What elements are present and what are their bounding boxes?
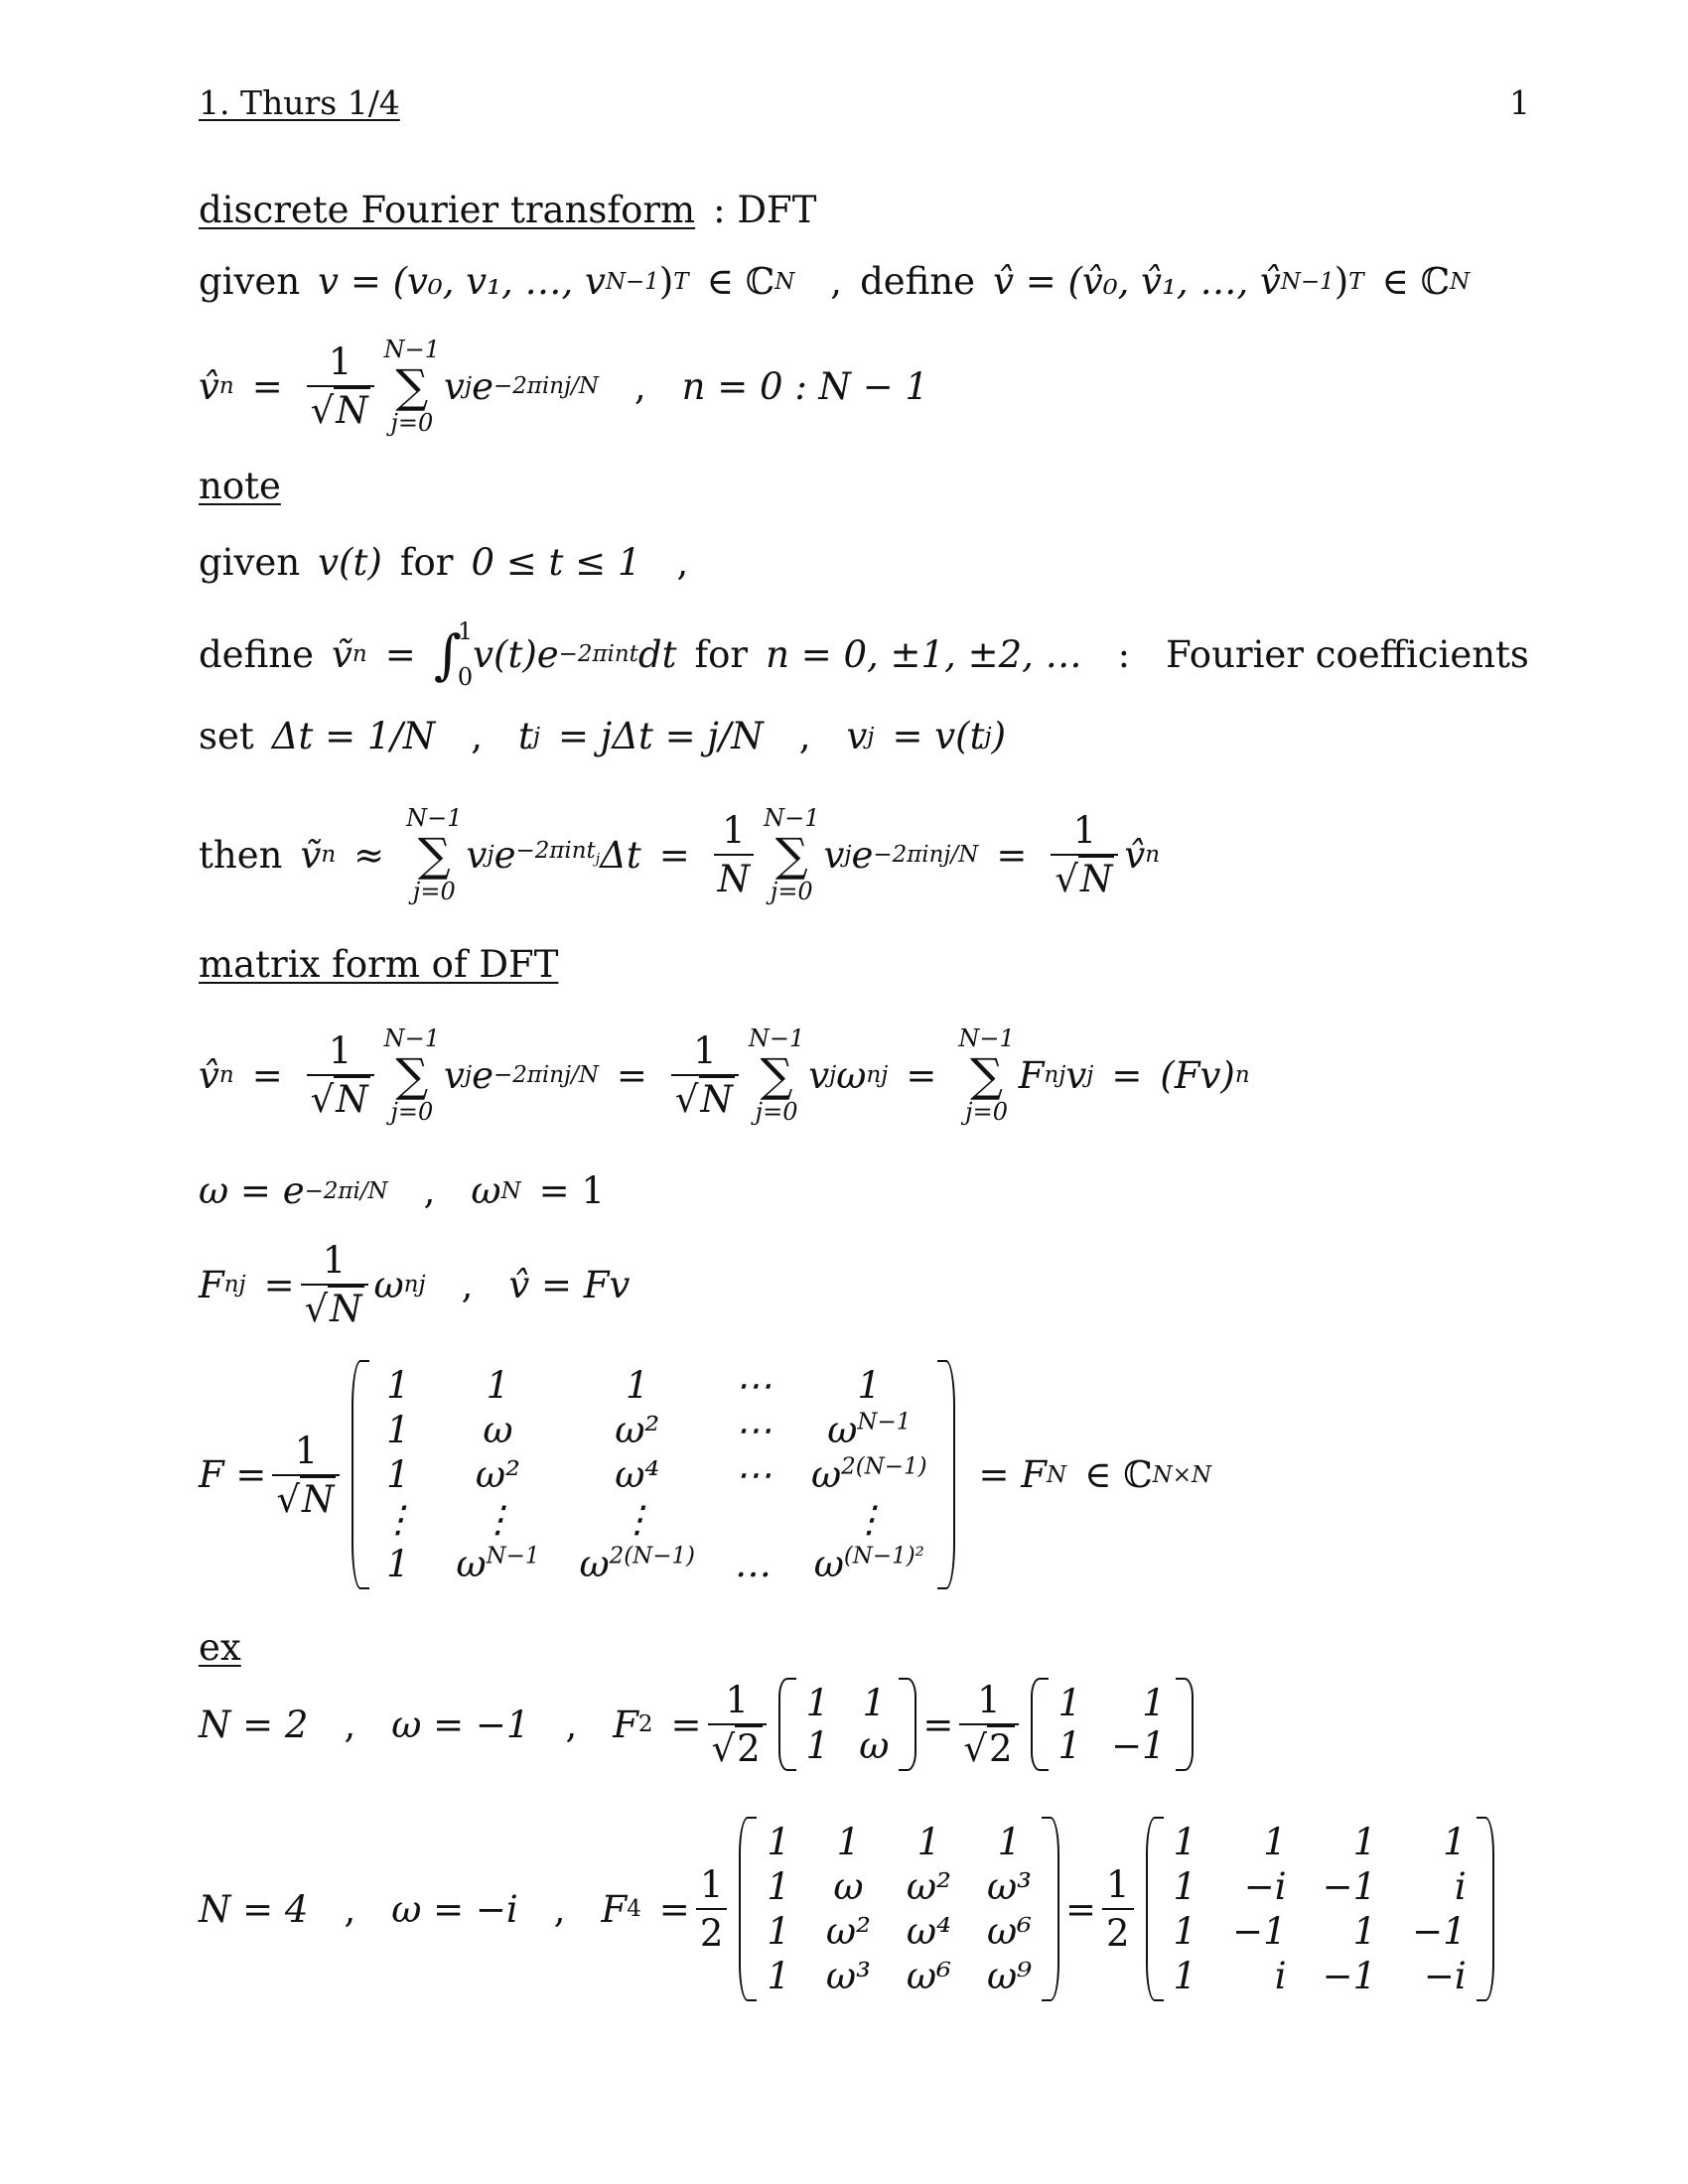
matrix-cell: ⋮ xyxy=(379,1498,417,1541)
fraction: $\frac{1}{√N}$ xyxy=(671,1029,739,1121)
in-complex: ∈ ℂ xyxy=(706,260,775,303)
domain-condition: 0 ≤ t ≤ 1 xyxy=(471,541,641,584)
int-lower: 0 xyxy=(457,663,474,691)
summation: N−1 ∑ j=0 xyxy=(406,804,463,905)
fourier-coefficients-line: define ṽ n = ∫ 1 0 v(t)e −2πint dt for n = 0, ±1, ±2, … : Fourier coefficients xyxy=(199,617,1529,691)
omega-value: ω = −i xyxy=(391,1887,518,1931)
dft-heading xyxy=(199,189,816,231)
matrix-cell: 1 xyxy=(805,1724,830,1767)
matrix-cell: −1 xyxy=(1111,1724,1166,1767)
equals: = xyxy=(1111,1053,1143,1097)
for-word: for xyxy=(694,632,749,676)
matrix-cell: ω xyxy=(483,1409,513,1451)
t-j-value: = jΔt = j/N xyxy=(558,715,764,757)
exp-base: e xyxy=(472,364,493,408)
matrix-cell: 1 xyxy=(805,1682,830,1724)
matrix-cell: 1 xyxy=(1173,1865,1197,1908)
comma: , xyxy=(461,1263,474,1306)
fraction xyxy=(696,1863,728,1955)
F-equals: F = xyxy=(199,1453,267,1496)
matrix-cell: ω⁶ xyxy=(906,1955,951,1997)
exponent: −2πint xyxy=(515,837,596,864)
matrix-cell: 1 xyxy=(857,1364,882,1407)
sum-lower: j=0 xyxy=(770,878,813,905)
denominator: N xyxy=(330,1288,362,1330)
numerator: 1 xyxy=(699,1863,724,1906)
equals-one: = 1 xyxy=(538,1169,605,1212)
matrix-cell: 1 xyxy=(625,1364,649,1407)
matrix-cell: i xyxy=(1454,1865,1467,1908)
sampling-line: set Δt = 1/N , t j = jΔt = j/N , v j = v(t j ) xyxy=(199,715,1007,757)
matrix-cell: 1 xyxy=(386,1364,410,1407)
vhat: v̂ xyxy=(199,364,219,408)
sum-lower: j=0 xyxy=(965,1098,1008,1126)
dft-definition: v̂ n = $\frac{1}{√N}$ N−1 ∑ j=0 v j e −2πinj/N , n = 0 : N − 1 xyxy=(199,336,928,437)
matrix-cell: 1 xyxy=(1173,1910,1197,1953)
sum-lower: j=0 xyxy=(755,1098,798,1126)
sum-upper: N−1 xyxy=(764,804,820,832)
define-word: define xyxy=(199,632,314,676)
paren: ) xyxy=(1334,260,1349,303)
matrix-cell: ω xyxy=(859,1724,890,1767)
approximation-line: then ṽ n ≈ N−1 ∑ j=0 v j e −2πint$_j$ Δt = $\frac{1}{N}$ N−1 ∑ j=0 v j e −2πinj/N = $\frac{1}{√N}$ v̂ n xyxy=(199,804,1160,905)
matrix-cell: ω² xyxy=(825,1910,871,1953)
numerator: 1 xyxy=(693,1029,717,1072)
equals: = xyxy=(996,833,1028,877)
paren: ) xyxy=(991,715,1007,757)
given-function-line xyxy=(199,541,688,584)
delta-t: Δt xyxy=(600,833,641,877)
fraction: $\frac{1}{√2}$ xyxy=(708,1679,767,1770)
denominator: N xyxy=(700,1078,733,1121)
matrix-cell: −1 xyxy=(1322,1955,1377,1997)
matrix-cell: 1 xyxy=(767,1865,790,1908)
matrix-cell: 1 xyxy=(767,1955,790,1997)
numerator: 1 xyxy=(322,1239,347,1282)
vhat-equals-Fv: v̂ = Fv xyxy=(508,1263,631,1306)
comma: , xyxy=(676,541,689,584)
in-complex: ∈ ℂ xyxy=(1084,1453,1153,1496)
colon: : xyxy=(1117,632,1131,676)
matrix-cell: $\omega^{N-1}$ xyxy=(456,1543,540,1585)
vtilde: ṽ xyxy=(300,833,322,877)
numerator: 1 xyxy=(725,1679,749,1721)
fraction: $\frac{1}{√2}$ xyxy=(959,1679,1018,1770)
matrix-cell: −1 xyxy=(1232,1910,1287,1953)
N-value: N = 4 xyxy=(199,1887,309,1931)
matrix-cell: ω⁹ xyxy=(986,1955,1032,1997)
matrix-cell: $\omega^{2(N-1)}$ xyxy=(811,1453,927,1496)
matrix-cell: ω³ xyxy=(825,1955,871,1997)
dft-matrix xyxy=(352,1360,954,1589)
matrix-form-title: matrix form of DFT xyxy=(199,943,559,986)
omega-value: ω = −1 xyxy=(391,1703,530,1746)
matrix-cell: 1 xyxy=(386,1409,410,1451)
matrix-cell: ω² xyxy=(615,1409,660,1451)
matrix-cell: ω⁶ xyxy=(986,1910,1032,1953)
numerator: 1 xyxy=(1105,1863,1130,1906)
matrix-cell: 1 xyxy=(1352,1910,1377,1953)
page-number: 1 xyxy=(1509,83,1530,122)
term: v xyxy=(823,833,845,877)
matrix-cell: … xyxy=(735,1543,772,1585)
equals: = xyxy=(906,1053,937,1097)
sum-upper: N−1 xyxy=(383,1024,441,1052)
matrix-cell: ⋮ xyxy=(619,1498,656,1541)
equals: = xyxy=(658,833,690,877)
denominator: 2 xyxy=(1102,1908,1134,1955)
fraction xyxy=(714,809,754,900)
omega: ω xyxy=(373,1263,404,1306)
F-entry-definition: F nj = $\frac{1}{√N}$ ω nj , v̂ = Fv xyxy=(199,1239,631,1330)
matrix-cell: ⋯ xyxy=(735,1409,772,1451)
set-word: set xyxy=(199,715,254,757)
for-word: for xyxy=(399,541,454,584)
F: F xyxy=(1018,1053,1045,1097)
equals: = xyxy=(384,632,416,676)
matrix-cell: 1 xyxy=(862,1682,887,1724)
sum-upper: N−1 xyxy=(383,336,441,363)
note-title: note xyxy=(199,465,281,507)
matrix-cell: ⋯ xyxy=(735,1364,772,1407)
matrix-cell: ⋯ xyxy=(735,1453,772,1496)
vhat-vector: v̂ = (v̂₀, v̂₁, …, v̂ xyxy=(993,260,1281,303)
in-complex: ∈ ℂ xyxy=(1381,260,1451,303)
vtilde: ṽ xyxy=(332,632,352,676)
matrix-cell: $\omega^{(N-1)^2}$ xyxy=(813,1543,924,1585)
matrix-cell: 1 xyxy=(997,1821,1022,1863)
numerator: 1 xyxy=(328,1029,352,1072)
matrix-cell: $\omega^{N-1}$ xyxy=(827,1409,912,1451)
N-value: N = 2 xyxy=(199,1703,309,1746)
denominator: N xyxy=(336,389,368,432)
matrix-cell: 1 xyxy=(1057,1682,1082,1724)
matrix-cell: −i xyxy=(1423,1955,1467,1997)
paren: ) xyxy=(658,260,674,303)
matrix-cell: 1 xyxy=(386,1453,410,1496)
sum-upper: N−1 xyxy=(958,1024,1015,1052)
numerator: 1 xyxy=(328,341,352,383)
denominator: N xyxy=(1079,858,1113,900)
F2-numeric-matrix xyxy=(1031,1678,1194,1771)
integrand: v(t)e xyxy=(473,632,559,676)
F4-symbolic-matrix xyxy=(739,1817,1059,2001)
v-vector: v = (v₀, v₁, …, v xyxy=(318,260,606,303)
denominator: N xyxy=(302,1477,335,1521)
matrix-cell: ω² xyxy=(475,1453,520,1496)
matrix-cell: ⋮ xyxy=(850,1498,888,1541)
fraction: $\frac{1}{√N}$ xyxy=(1051,809,1118,900)
F: F xyxy=(199,1263,224,1306)
matrix-cell: $\omega^{2(N-1)}$ xyxy=(579,1543,695,1585)
example-N2: N = 2 , ω = −1 , F 2 = $\frac{1}{√2}$ 1 1 1 ω = $\frac{1}{√2}$ 1 1 1 −1 xyxy=(199,1678,1199,1771)
given-vector-line: given v = (v₀, v₁, …, v N−1 ) T ∈ ℂ N , define v̂ = (v̂₀, v̂₁, …, v̂ N−1 ) T ∈ ℂ N xyxy=(199,260,1471,303)
comma: , xyxy=(423,1169,436,1212)
matrix-cell: −1 xyxy=(1322,1865,1377,1908)
F2-symbolic-matrix xyxy=(778,1678,917,1771)
matrix-cell: ω⁴ xyxy=(906,1910,951,1953)
equals: = xyxy=(658,1887,690,1931)
F: F xyxy=(601,1887,628,1931)
summation: N−1 ∑ j=0 xyxy=(748,1024,805,1126)
matrix-cell: 1 xyxy=(1173,1821,1197,1863)
numerator: 1 xyxy=(1072,809,1097,852)
integral: ∫ 1 0 xyxy=(433,617,474,691)
fraction: $\frac{1}{√N}$ xyxy=(301,1239,368,1330)
numerator: 1 xyxy=(722,809,746,852)
matrix-cell: i xyxy=(1274,1955,1287,1997)
index-range: n = 0 : N − 1 xyxy=(681,364,928,408)
fraction xyxy=(1102,1863,1134,1955)
F-matrix-equation: F = $\frac{1}{√N}$ 1 1 1 ⋯ 1 1 ω ω² ⋯ $\omega^{N-1}$ 1 ω² ω⁴ ⋯ $\omega^{2(N-1)}$ ⋮ ⋮ ⋮ ⋮ 1 $\omega^{N-1}$ $\omega^{2(N-1)}$ … $\omega^{(N-1)^2}$ = F N ∈ ℂ N×N xyxy=(199,1360,1211,1589)
term: v xyxy=(466,833,488,877)
matrix-cell: 1 xyxy=(1263,1821,1287,1863)
comma: , xyxy=(633,364,646,408)
section-header: 1. Thurs 1/4 xyxy=(199,83,400,122)
comma: , xyxy=(830,260,843,303)
example-N4: N = 4 , ω = −i , F 4 = $\frac{1}{2}$ 1 1 1 1 1 ω ω² ω³ 1 ω² ω⁴ ω⁶ 1 ω³ ω⁶ ω⁹ = $\frac{1}{2}$ 1 1 1 1 1 −i −1 i 1 −1 1 −1 1 i −1 −i xyxy=(199,1817,1500,2001)
Fv: (Fv) xyxy=(1160,1053,1235,1097)
then-word: then xyxy=(199,833,283,877)
sum-upper: N−1 xyxy=(748,1024,805,1052)
v-j-value: = v(t xyxy=(892,715,985,757)
matrix-cell: 1 xyxy=(767,1910,790,1953)
sum-lower: j=0 xyxy=(390,409,434,437)
matrix-cell: ⋮ xyxy=(479,1498,516,1541)
matrix-cell: 1 xyxy=(386,1543,410,1585)
omega-def: ω = e xyxy=(199,1169,305,1212)
F: F xyxy=(613,1703,638,1746)
define-word: define xyxy=(860,260,976,303)
sum-lower: j=0 xyxy=(390,1098,434,1126)
denominator: N xyxy=(714,854,754,900)
sum-upper: N−1 xyxy=(406,804,463,832)
equals: = xyxy=(616,1053,647,1097)
vhat: v̂ xyxy=(199,1053,219,1097)
fraction: $\frac{1}{√N}$ xyxy=(307,1029,374,1121)
matrix-cell: 1 xyxy=(1352,1821,1377,1863)
omega: ω xyxy=(836,1053,867,1097)
t-j: t xyxy=(518,715,533,757)
numerator: 1 xyxy=(294,1429,319,1472)
summation: N−1 ∑ j=0 xyxy=(764,804,820,905)
matrix-cell: 1 xyxy=(916,1821,941,1863)
summation: N−1 ∑ j=0 xyxy=(383,336,441,437)
subscript: j xyxy=(595,851,601,868)
given-word: given xyxy=(199,260,301,303)
int-upper: 1 xyxy=(457,617,474,645)
example-title: ex xyxy=(199,1626,241,1669)
denominator: N xyxy=(336,1078,368,1121)
equals: = xyxy=(922,1703,954,1746)
matrix-cell: 1 xyxy=(1057,1724,1082,1767)
sum-lower: j=0 xyxy=(412,878,456,905)
function: v(t) xyxy=(318,541,382,584)
FN: = F xyxy=(978,1453,1047,1496)
matrix-cell: 1 xyxy=(1173,1955,1197,1997)
dft-abbrev: : DFT xyxy=(713,189,817,231)
given-word: given xyxy=(199,541,301,584)
equals: = xyxy=(1064,1887,1096,1931)
vhat: v̂ xyxy=(1124,833,1146,877)
matrix-cell: 1 xyxy=(486,1364,510,1407)
summation: N−1 ∑ j=0 xyxy=(958,1024,1015,1126)
matrix-cell: 1 xyxy=(767,1821,790,1863)
differential: dt xyxy=(637,632,677,676)
approx: ≈ xyxy=(353,833,385,877)
matrix-cell: −1 xyxy=(1412,1910,1467,1953)
equals: = xyxy=(670,1703,702,1746)
summation: N−1 ∑ j=0 xyxy=(383,1024,441,1126)
numerator: 1 xyxy=(977,1679,1001,1721)
equals: = xyxy=(251,1053,283,1097)
denominator: 2 xyxy=(737,1727,761,1770)
equals: = xyxy=(251,364,283,408)
matrix-cell: ω³ xyxy=(986,1865,1032,1908)
F4-numeric-matrix xyxy=(1146,1817,1494,2001)
fourier-coefficients-label: Fourier coefficients xyxy=(1166,632,1529,676)
matrix-cell: 1 xyxy=(836,1821,861,1863)
fraction: $\frac{1}{√N}$ xyxy=(272,1430,340,1521)
matrix-cell: −i xyxy=(1243,1865,1287,1908)
equals: = xyxy=(263,1263,295,1306)
denominator: 2 xyxy=(696,1908,728,1955)
omega-definition: ω = e −2πi/N , ω N = 1 xyxy=(199,1169,605,1212)
fraction: $\frac{1}{√N}$ xyxy=(307,341,374,432)
matrix-cell: ω⁴ xyxy=(615,1453,660,1496)
dft-title: discrete Fourier transform xyxy=(199,189,696,231)
matrix-form-equation: v̂ n = $\frac{1}{√N}$ N−1 ∑ j=0 v j e −2πinj/N = $\frac{1}{√N}$ N−1 ∑ j=0 v j ω nj = N−1 ∑ j=0 F nj v j = (Fv) n xyxy=(199,1024,1250,1126)
index-range: n = 0, ±1, ±2, … xyxy=(766,632,1082,676)
matrix-cell: 1 xyxy=(1443,1821,1467,1863)
matrix-cell: ω² xyxy=(906,1865,951,1908)
delta-t: Δt = 1/N xyxy=(271,715,436,757)
v-j: v xyxy=(846,715,868,757)
term: v xyxy=(444,364,465,408)
matrix-cell: 1 xyxy=(1142,1682,1166,1724)
omega: ω xyxy=(471,1169,501,1212)
matrix-cell: ω xyxy=(833,1865,864,1908)
denominator: 2 xyxy=(988,1727,1013,1770)
